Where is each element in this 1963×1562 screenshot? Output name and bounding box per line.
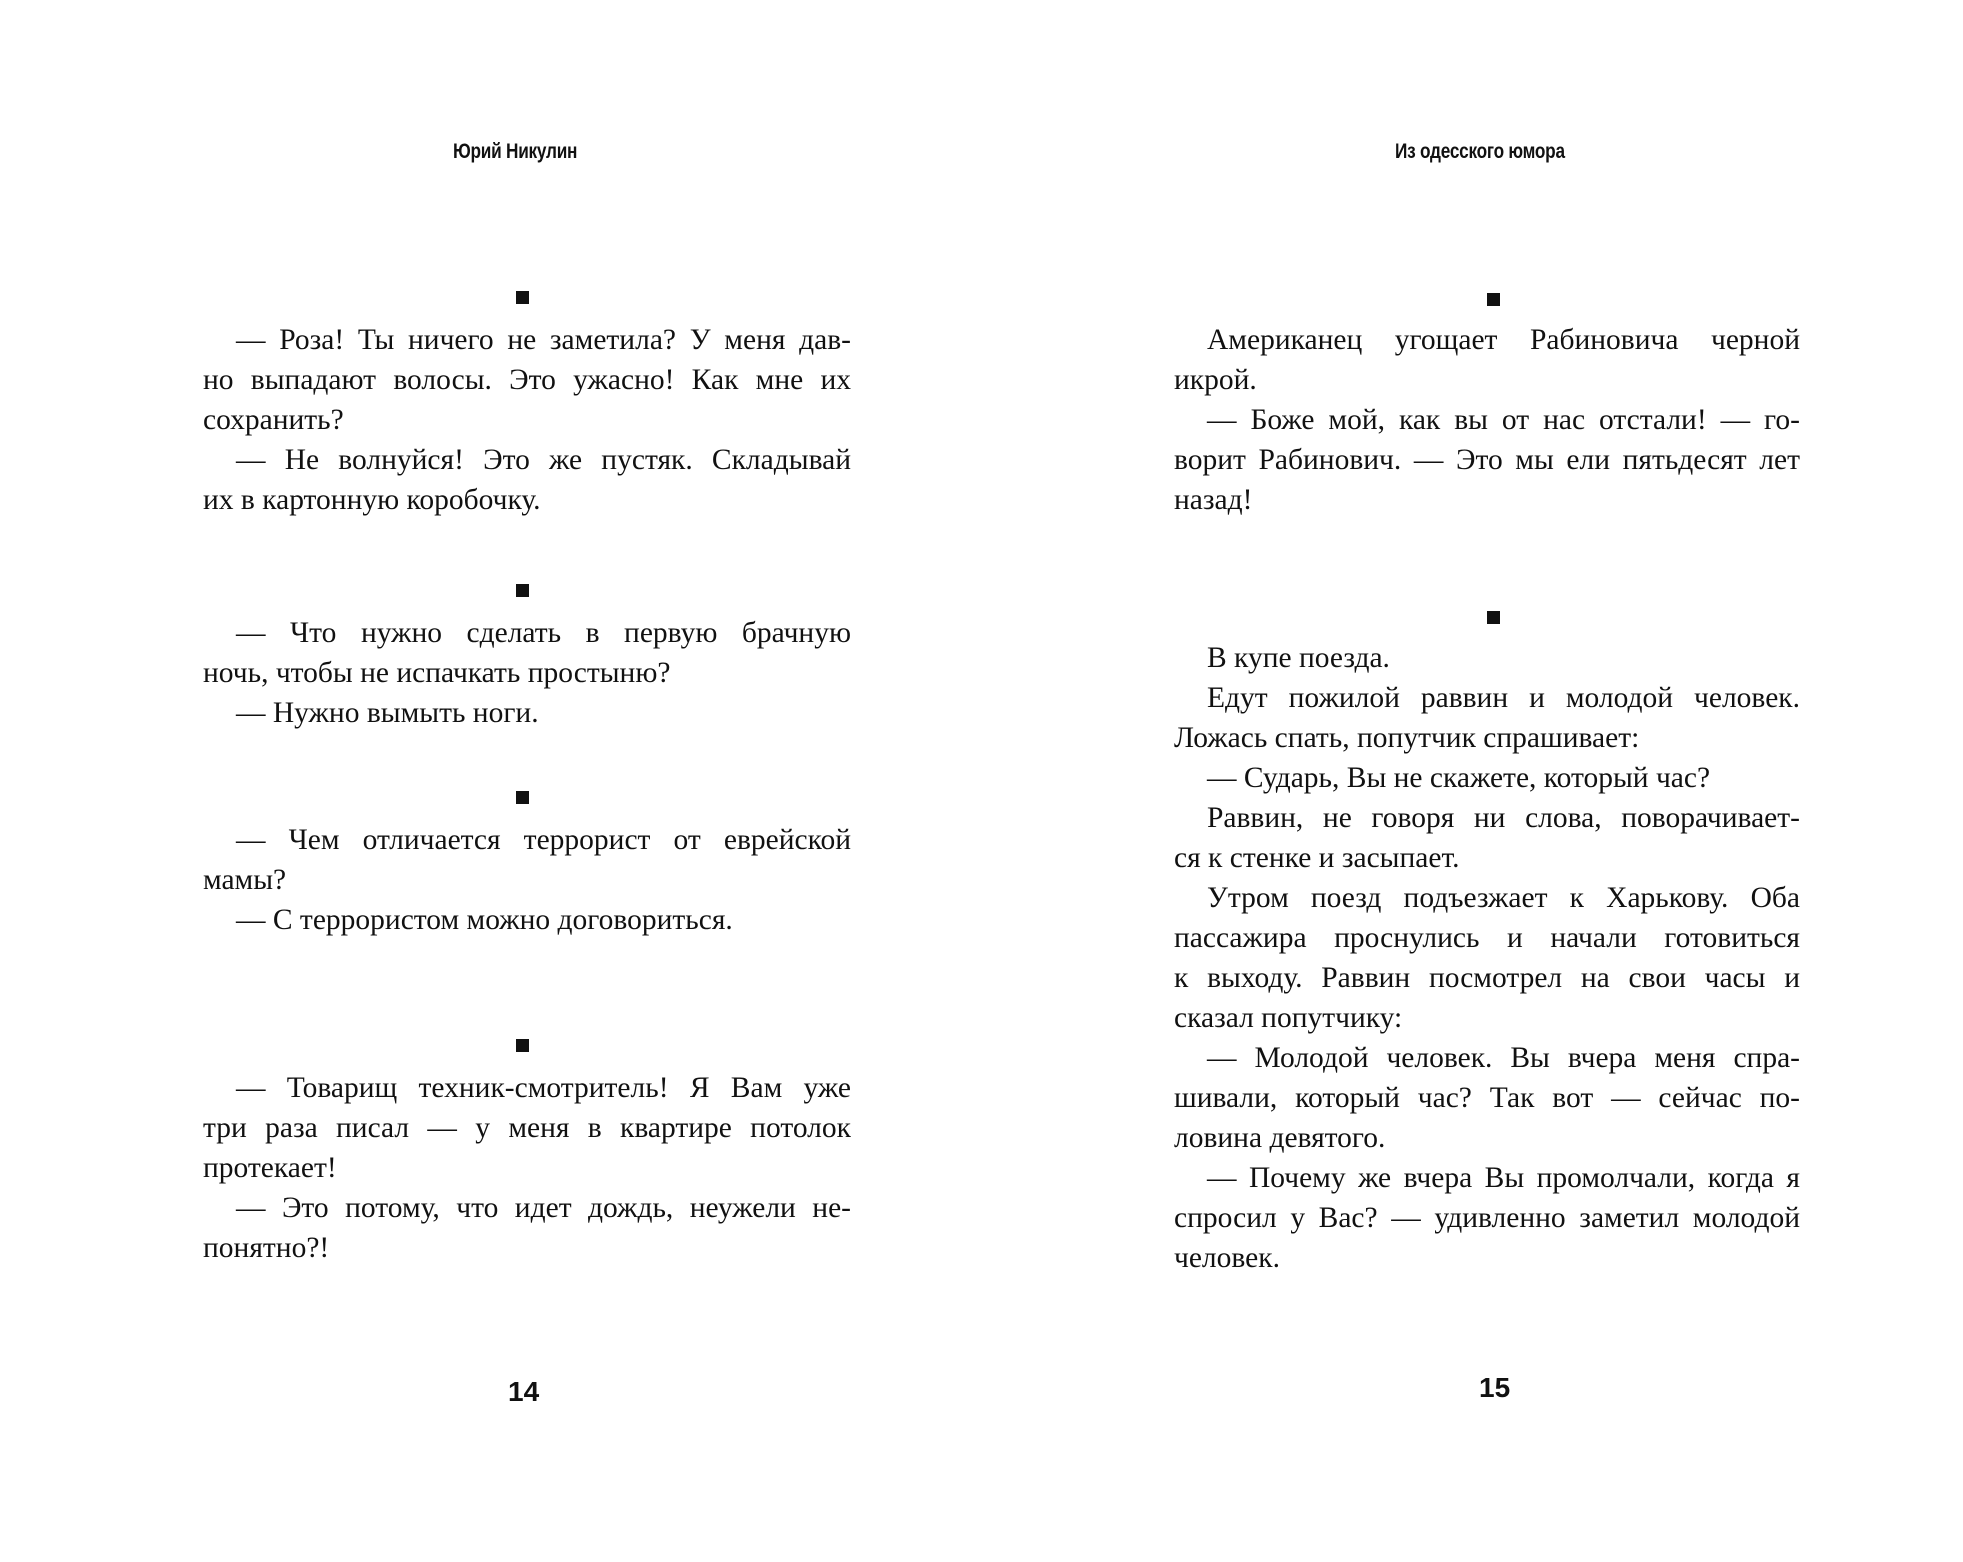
text-line: назад! [1174, 484, 1253, 516]
text-line: пассажира проснулись и начали готовиться [1174, 922, 1800, 954]
text-line: Едут пожилой раввин и молодой человек. [1207, 682, 1800, 714]
text-line: понятно?! [203, 1232, 330, 1264]
joke-block [203, 820, 851, 940]
text-line: их в картонную коробочку. [203, 484, 541, 516]
text-line: сохранить? [203, 404, 344, 436]
separator-square [1487, 293, 1500, 306]
text-line: три раза писал — у меня в квартире потолок [203, 1112, 851, 1144]
text-line: спросил у Вас? — удивленно заметил молодой [1174, 1202, 1800, 1234]
text-line: Американец угощает Рабиновича черной [1207, 324, 1800, 356]
right-page [980, 0, 1963, 1562]
text-line: — Боже мой, как вы от нас отстали! — го- [1207, 404, 1800, 436]
text-line: шивали, который час? Так вот — сейчас по- [1174, 1082, 1800, 1114]
left-page [0, 0, 980, 1562]
joke-block [203, 613, 851, 733]
text-line: — Нужно вымыть ноги. [236, 697, 539, 729]
running-head-author: Юрий Никулин [453, 140, 578, 163]
separator-square [516, 584, 529, 597]
text-line: В купе поезда. [1207, 642, 1390, 674]
joke-block [1174, 320, 1800, 520]
text-line: — Сударь, Вы не скажете, который час? [1207, 762, 1711, 794]
page-number: 14 [508, 1376, 540, 1407]
text-line: — Почему же вчера Вы промолчали, когда я [1207, 1162, 1800, 1194]
separator-square [516, 291, 529, 304]
joke-block [203, 1068, 851, 1268]
text-line: протекает! [203, 1152, 337, 1184]
joke-block [203, 320, 851, 520]
text-line: мамы? [203, 864, 287, 896]
separator-square [516, 791, 529, 804]
separator-square [1487, 611, 1500, 624]
text-line: ся к стенке и засыпает. [1174, 842, 1460, 874]
running-head-section: Из одесского юмора [1395, 140, 1565, 163]
text-line: ловина девятого. [1174, 1122, 1386, 1154]
text-line: икрой. [1174, 364, 1257, 396]
text-line: сказал попутчику: [1174, 1002, 1403, 1034]
text-line: — Не волнуйся! Это же пустяк. Складывай [236, 444, 851, 476]
text-line: — Роза! Ты ничего не заметила? У меня дав- [236, 324, 851, 356]
text-line: Раввин, не говоря ни слова, поворачивает- [1207, 802, 1800, 834]
joke-block [1174, 638, 1800, 1278]
text-line: — Товарищ техник-смотритель! Я Вам уже [236, 1072, 851, 1104]
text-line: — Что нужно сделать в первую брачную [236, 617, 851, 649]
text-line: Утром поезд подъезжает к Харькову. Оба [1207, 882, 1800, 914]
text-line: но выпадают волосы. Это ужасно! Как мне их [203, 364, 851, 396]
text-line: — Чем отличается террорист от еврейской [236, 824, 851, 856]
text-line: ворит Рабинович. — Это мы ели пятьдесят лет [1174, 444, 1800, 476]
page-number: 15 [1479, 1372, 1511, 1403]
text-line: — Молодой человек. Вы вчера меня спра- [1207, 1042, 1800, 1074]
text-line: — Это потому, что идет дождь, неужели не- [236, 1192, 851, 1224]
text-line: ночь, чтобы не испачкать простыню? [203, 657, 671, 689]
text-line: человек. [1174, 1242, 1280, 1274]
text-line: к выходу. Раввин посмотрел на свои часы и [1174, 962, 1800, 994]
separator-square [516, 1039, 529, 1052]
text-line: — С террористом можно договориться. [236, 904, 733, 936]
text-line: Ложась спать, попутчик спрашивает: [1174, 722, 1640, 754]
